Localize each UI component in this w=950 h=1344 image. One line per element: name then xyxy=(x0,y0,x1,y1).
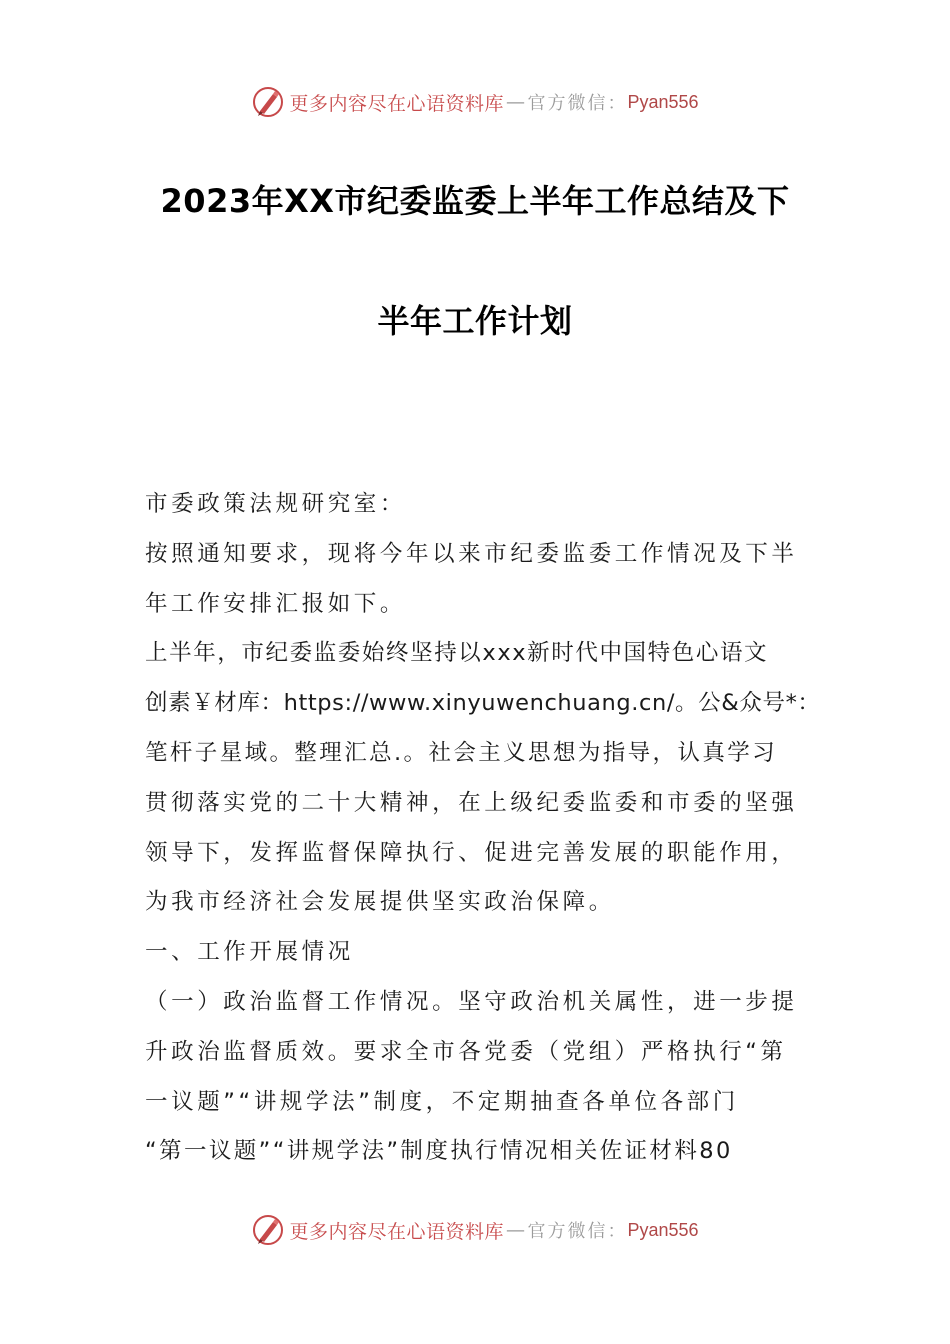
body-line: 按照通知要求，现将今年以来市纪委监委工作情况及下半 xyxy=(145,540,798,567)
watermark-wechat-id: Pyan556 xyxy=(627,91,699,112)
watermark-separator: — xyxy=(505,1219,526,1241)
document-title-line-2: 半年工作计划 xyxy=(377,302,573,340)
body-line: “第一议题”“讲规学法”制度执行情况相关佐证材料80 xyxy=(145,1138,733,1165)
body-line: 领导下，发挥监督保障执行、促进完善发展的职能作用， xyxy=(145,839,798,866)
document-title-line-1: 2023年XX市纪委监委上半年工作总结及下 xyxy=(160,182,790,220)
watermark-sub-text: 官方微信： xyxy=(527,1221,628,1242)
body-line: 上半年，市纪委监委始终坚持以xxx新时代中国特色心语文 xyxy=(145,640,769,667)
body-line: 创素￥材库：https://www.xinyuwenchuang.cn/。公&众号*： xyxy=(145,690,821,717)
section-heading: 一、工作开展情况 xyxy=(145,939,354,966)
watermark-footer xyxy=(0,1210,950,1250)
body-line: 笔杆子星域。整理汇总.。社会主义思想为指导，认真学习 xyxy=(145,739,778,766)
watermark-wechat-id: Pyan556 xyxy=(627,1219,699,1240)
body-line: （一）政治监督工作情况。坚守政治机关属性，进一步提 xyxy=(145,988,798,1015)
pen-logo-icon xyxy=(251,1213,285,1247)
body-line: 升政治监督质效。要求全市各党委（党组）严格执行“第 xyxy=(145,1038,787,1065)
watermark-main-text: 更多内容尽在心语资料库 xyxy=(289,92,504,115)
body-line: 市委政策法规研究室： xyxy=(145,491,407,517)
watermark-separator: — xyxy=(505,91,526,113)
document-body xyxy=(145,480,825,1177)
body-line: 年工作安排汇报如下。 xyxy=(145,590,407,617)
body-line: 为我市经济社会发展提供坚实政治保障。 xyxy=(145,889,615,916)
pen-logo-icon xyxy=(251,85,285,119)
watermark-header xyxy=(0,82,950,122)
body-line: 一议题”“讲规学法”制度，不定期抽查各单位各部门 xyxy=(145,1088,739,1115)
body-line: 贯彻落实党的二十大精神，在上级纪委监委和市委的坚强 xyxy=(145,789,798,816)
watermark-sub-text: 官方微信： xyxy=(527,93,628,114)
watermark-main-text: 更多内容尽在心语资料库 xyxy=(289,1220,504,1243)
